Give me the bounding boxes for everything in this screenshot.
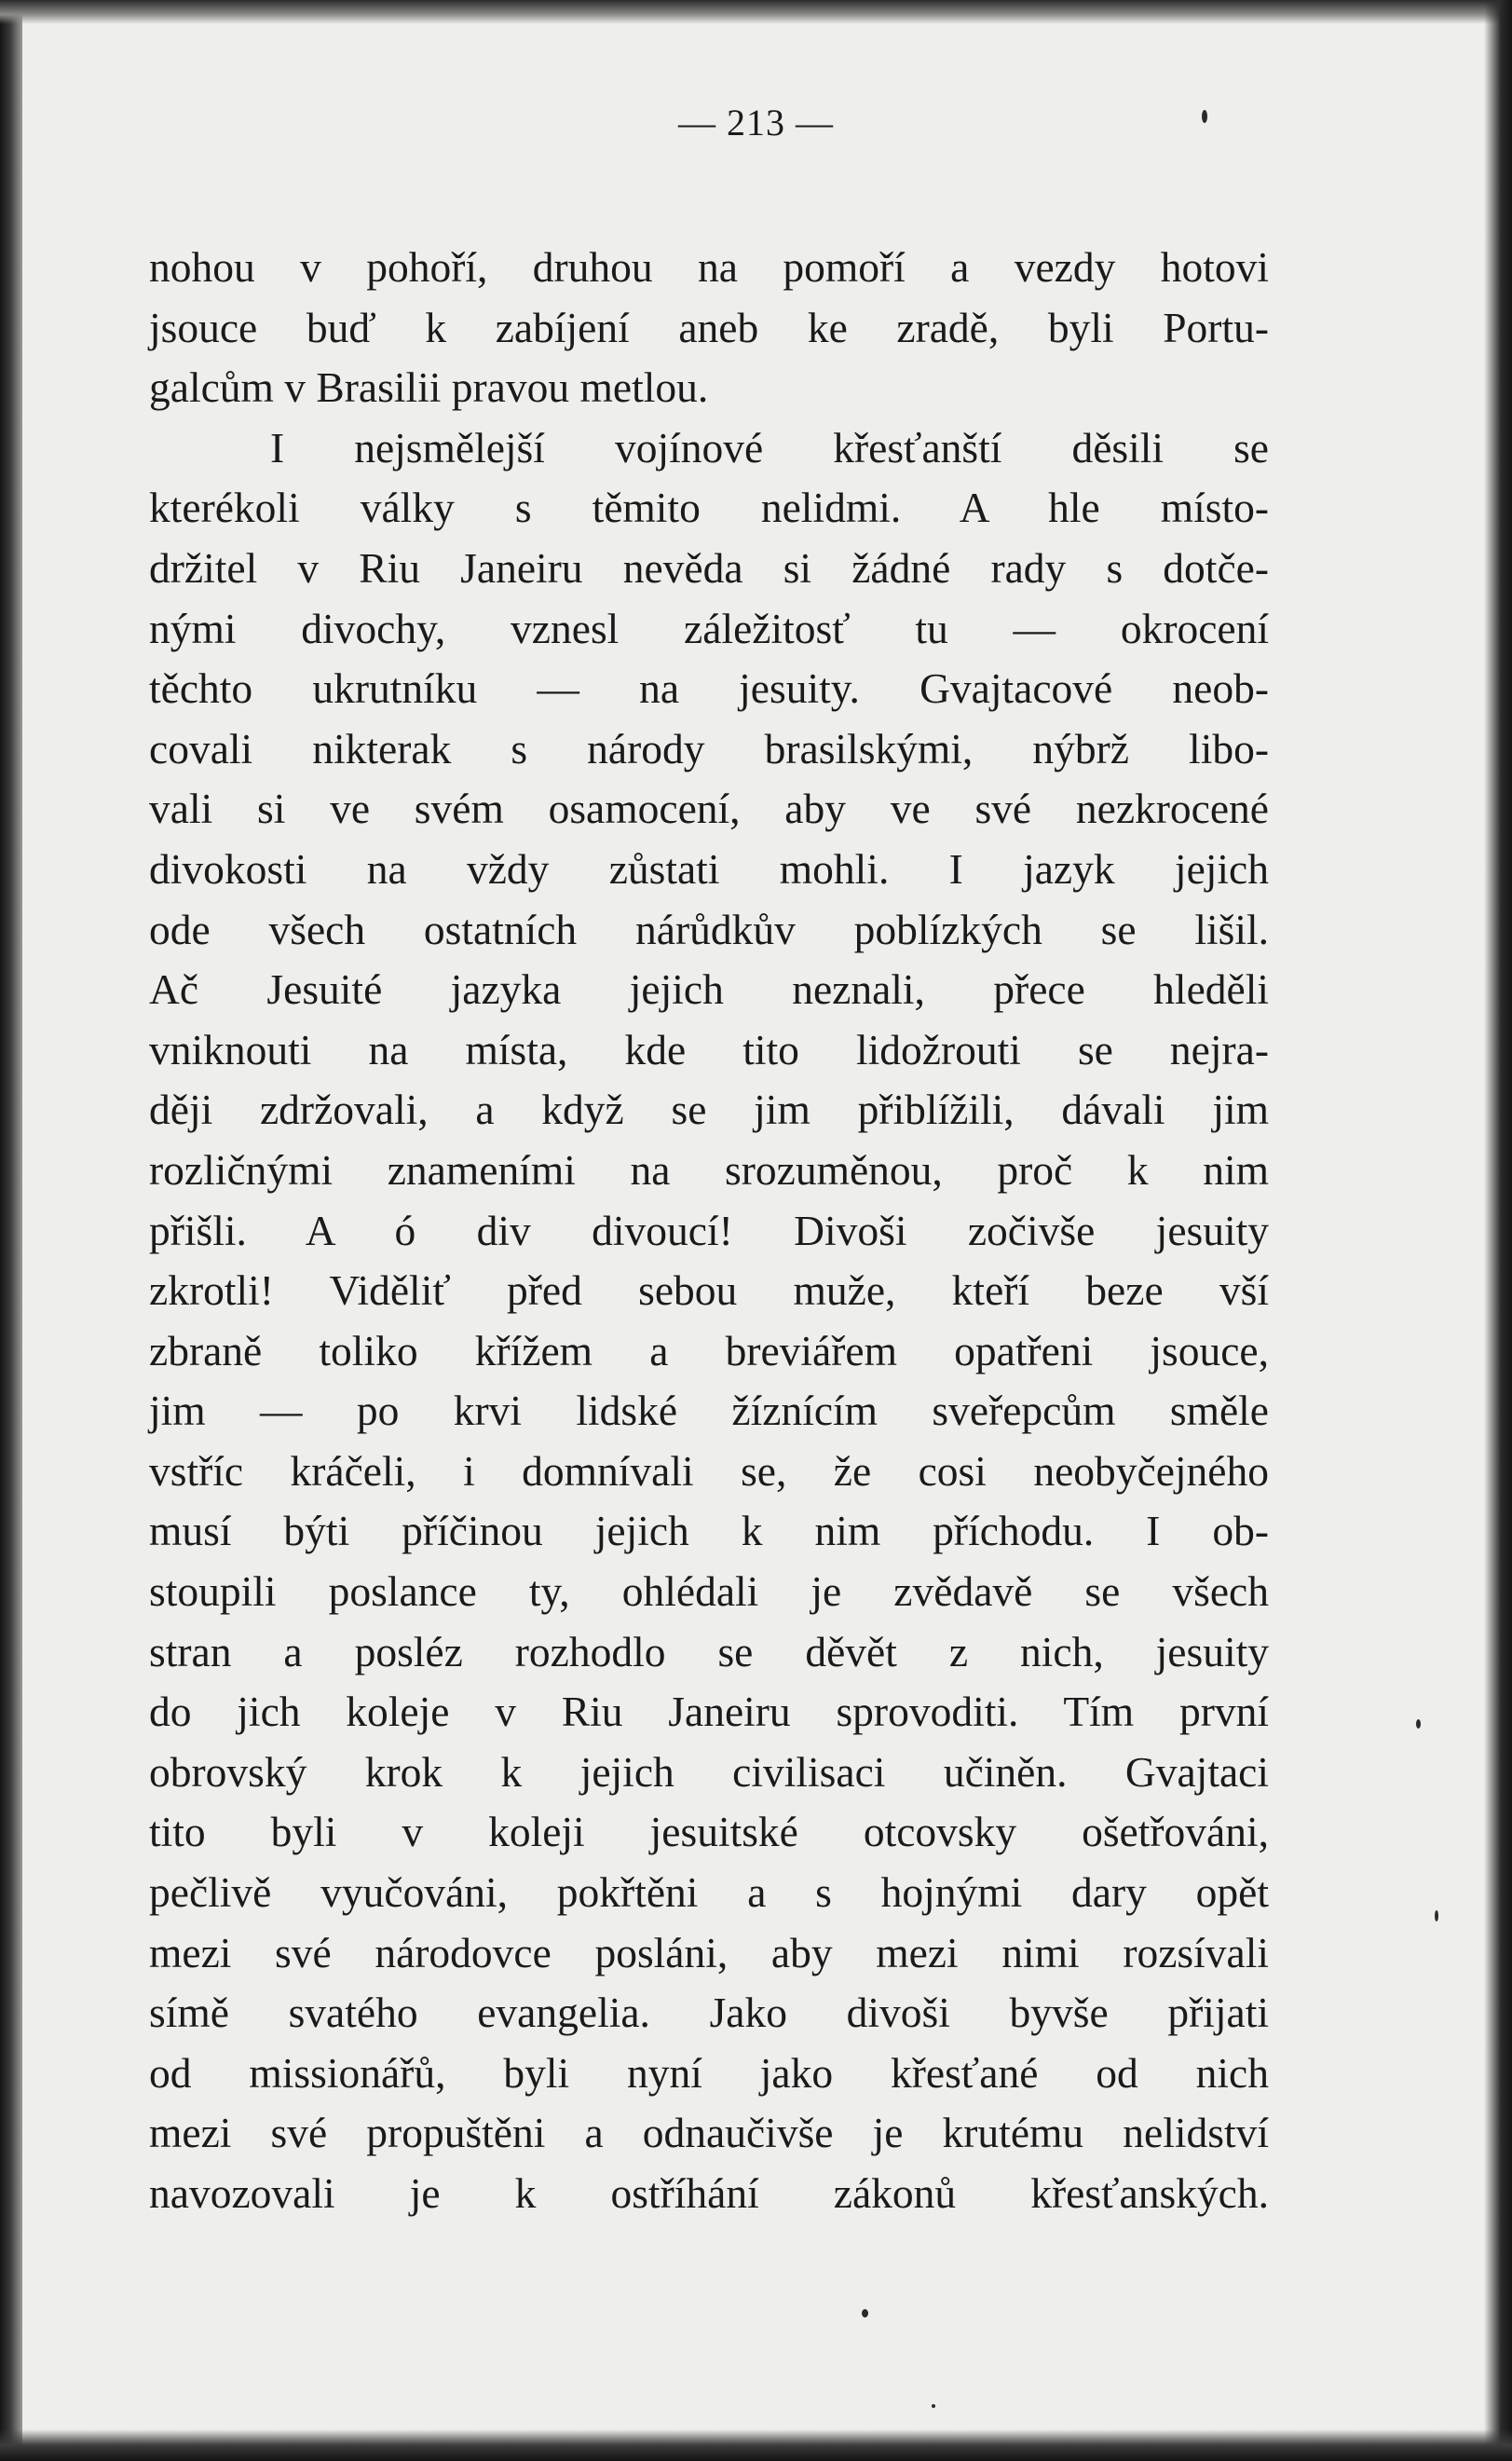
text-line: stoupili poslance ty, ohlédali je zvědavě se všech xyxy=(149,1567,1269,1616)
page-right-shadow xyxy=(1484,0,1512,2461)
ink-speck xyxy=(1202,110,1207,123)
text-line: tito byli v koleji jesuitské otcovsky ošetřováni, xyxy=(149,1808,1269,1856)
body-text xyxy=(149,238,1269,2224)
ink-speck xyxy=(1435,1910,1438,1921)
text-line: zbraně toliko křížem a breviářem opatřeni jsouce, xyxy=(149,1326,1269,1374)
text-line: od missionářů, byli nyní jako křesťané od nich xyxy=(149,2048,1269,2097)
text-line: navozovali je k ostříhání zákonů křesťanských. xyxy=(149,2169,1269,2217)
text-line: vstříc kráčeli, i domnívali se, že cosi neobyčejného xyxy=(149,1446,1269,1495)
text-line: stran a posléz rozhodlo se děvět z nich, jesuity xyxy=(149,1627,1269,1675)
text-line: jim — po krvi lidské žíznícím sveřepcům směle xyxy=(149,1387,1269,1435)
text-line: jsouce buď k zabíjení aneb ke zradě, byli Portu- xyxy=(149,303,1269,351)
text-line: držitel v Riu Janeiru nevěda si žádné rady s dotče- xyxy=(149,543,1269,592)
page-left-shadow xyxy=(0,0,22,2461)
ink-speck xyxy=(862,2309,868,2317)
text-line: do jich koleje v Riu Janeiru sprovoditi. Tím první xyxy=(149,1688,1269,1736)
text-line: I nejsmělejší vojínové křesťanští děsili se xyxy=(270,423,1269,472)
page-top-shadow xyxy=(0,0,1512,24)
text-line: ději zdržovali, a když se jim přiblížili, dávali jim xyxy=(149,1086,1269,1134)
text-line: kterékoli války s těmito nelidmi. A hle místo- xyxy=(149,484,1269,532)
text-line: covali nikterak s národy brasilskými, nýbrž libo- xyxy=(149,724,1269,772)
text-line: galcům v Brasilii pravou metlou. xyxy=(149,363,709,412)
text-line: mezi své národovce posláni, aby mezi nimi rozsívali xyxy=(149,1928,1269,1976)
text-line: přišli. A ó div divoucí! Divoši zočivše jesuity xyxy=(149,1206,1269,1254)
ink-speck xyxy=(1416,1719,1421,1729)
text-line: rozličnými znameními na srozuměnou, proč k nim xyxy=(149,1145,1269,1194)
text-line: obrovský krok k jejich civilisaci učiněn. Gvajtaci xyxy=(149,1747,1269,1796)
ink-speck xyxy=(932,2404,935,2408)
text-line: ode všech ostatních nárůdkův poblízkých se lišil. xyxy=(149,905,1269,953)
text-line: nými divochy, vznesl záležitosť tu — okrocení xyxy=(149,604,1269,652)
text-line: zkrotli! Viděliť před sebou muže, kteří beze vší xyxy=(149,1266,1269,1315)
text-line: nohou v pohoří, druhou na pomoří a vezdy hotovi xyxy=(149,243,1269,291)
text-line: Ač Jesuité jazyka jejich neznali, přece hleděli xyxy=(149,965,1269,1014)
text-line: símě svatého evangelia. Jako divoši byvše přijati xyxy=(149,1989,1269,2037)
text-line: těchto ukrutníku — na jesuity. Gvajtacové neob- xyxy=(149,664,1269,713)
text-line: divokosti na vždy zůstati mohli. I jazyk jejich xyxy=(149,844,1269,893)
text-line: vali si ve svém osamocení, aby ve své nezkrocené xyxy=(149,785,1269,833)
text-line: mezi své propuštěni a odnaučivše je krutému nelidství xyxy=(149,2109,1269,2157)
text-line: musí býti příčinou jejich k nim příchodu. I ob- xyxy=(149,1507,1269,1555)
text-line: pečlivě vyučováni, pokřtěni a s hojnými dary opět xyxy=(149,1868,1269,1917)
page-number: — 213 — xyxy=(678,102,834,144)
page-bottom-shadow xyxy=(0,2429,1512,2461)
text-line: vniknouti na místa, kde tito lidožrouti se nejra- xyxy=(149,1025,1269,1073)
